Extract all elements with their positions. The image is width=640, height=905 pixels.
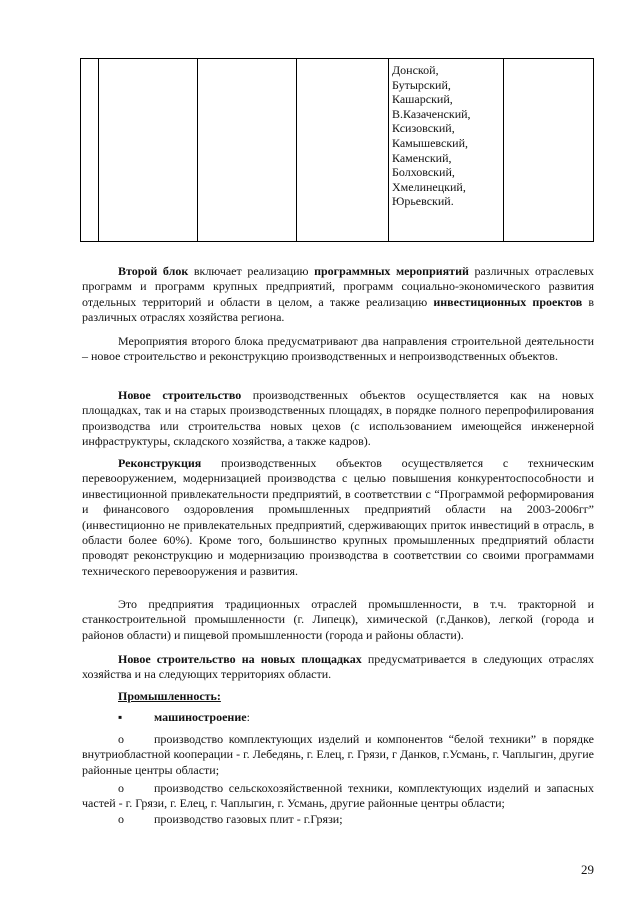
subitem-white-goods <box>82 732 594 778</box>
bold-term: Реконструкция <box>118 456 202 470</box>
paragraph-new-construction <box>82 388 594 450</box>
bold-term: Новое строительство на новых площадках <box>118 652 362 666</box>
paragraph-text: предусматривается в следующих отраслях хозяйства и на следующих территориях области. <box>82 652 594 682</box>
district-name: Бутырский, <box>392 77 451 92</box>
subitem-text: производство газовых плит - г.Грязи; <box>154 812 343 826</box>
district-name: Ксизовский, <box>392 121 455 136</box>
paragraph-text: производственных объектов осуществляется как на новых площадках, так и на старых производственных площадях, в порядке полного перепрофилирования производства или строительства новых цехов (с использованием имеющейся инженерной инфраструктуры, складского хозяйства, а также кадров). <box>82 388 594 449</box>
table-fragment <box>80 58 594 242</box>
subitem-agri-machinery <box>82 781 594 812</box>
subitem-text: производство сельскохозяйственной техники, комплектующих изделий и запасных частей - г. Грязи, г. Елец, г. Чаплыгин, г. Усмань, другие районные центры области; <box>82 781 594 811</box>
bullet-machinery <box>154 710 454 725</box>
table-column-divider <box>197 59 198 241</box>
page-number: 29 <box>581 862 594 877</box>
subitem-gas-stoves <box>82 812 594 827</box>
paragraph-text: включает реализацию <box>188 264 315 278</box>
circle-bullet-icon: o <box>118 781 124 795</box>
paragraph-text: различных отраслевых программ и программ крупных предприятий, программ социально-экономического развития отдельных территорий и области в целом, а также реализацию <box>82 264 594 309</box>
district-name: Камышевский, <box>392 135 468 150</box>
district-name: Хмелинецкий, <box>392 179 466 194</box>
paragraph-traditional-industries: Это предприятия традиционных отраслей промышленности, в т.ч. тракторной и станкостроительной промышленности (г. Липецк), химической (г.Данков), легкой (города и районов области) и пищевой промышленности (города и районы области). <box>82 597 594 642</box>
square-bullet-icon: ▪ <box>118 710 123 724</box>
paragraph-reconstruction <box>82 456 594 579</box>
section-heading <box>118 689 318 704</box>
paragraph-text: в различных отраслях хозяйства региона. <box>82 294 594 325</box>
table-column-divider <box>98 59 99 241</box>
district-name: Юрьевский. <box>392 194 454 209</box>
table-column-divider <box>388 59 389 241</box>
circle-bullet-icon: o <box>118 732 124 746</box>
bullet-label: машиностроение <box>154 710 247 724</box>
paragraph-measures: Мероприятия второго блока предусматривают два направления строительной деятельности – новое строительство и реконструкцию производственных и непроизводственных объектов. <box>82 334 594 364</box>
district-name: Кашарский, <box>392 92 453 107</box>
district-list <box>392 63 471 209</box>
paragraph-text: производственных объектов осуществляется с техническим перевооружением, модернизацией производства с целью повышения конкурентоспособности и инвестиционной привлекательности предприятий, в соответствии с “Программой реформирования и финансового оздоровления промышленных предприятий области на 2003-2006гг” (инвестиционно не привлекательных предприятий, сдерживающих приток инвестиций в отрасль, в области более 60%). Кроме того, большинство крупных промышленных предприятий области проводят реконструкцию и модернизацию производства в соответствии со своими программами технического перевооружения и развития. <box>82 456 594 578</box>
district-name: Каменский, <box>392 150 452 165</box>
bold-term: Второй блок <box>118 264 189 278</box>
paragraph-new-sites <box>82 652 594 683</box>
circle-bullet-icon: o <box>118 812 124 826</box>
bold-term: Новое строительство <box>118 388 242 402</box>
bullet-colon: : <box>246 710 250 724</box>
district-name: Болховский, <box>392 165 455 180</box>
table-column-divider <box>296 59 297 241</box>
bold-term: инвестиционных проектов <box>433 294 583 309</box>
table-column-divider <box>503 59 504 241</box>
subitem-text: производство комплектующих изделий и компонентов “белой техники” в порядке внутриобластной кооперации - г. Лебедянь, г. Елец, г. Грязи, г Данков, г.Усмань, г. Чаплыгин, другие районные центры области; <box>82 732 594 777</box>
district-name: В.Казаченский, <box>392 106 471 121</box>
bold-term: программных мероприятий <box>314 264 469 278</box>
paragraph-second-block <box>82 264 594 326</box>
section-heading-text: Промышленность: <box>118 689 221 703</box>
district-name: Донской, <box>392 63 439 77</box>
